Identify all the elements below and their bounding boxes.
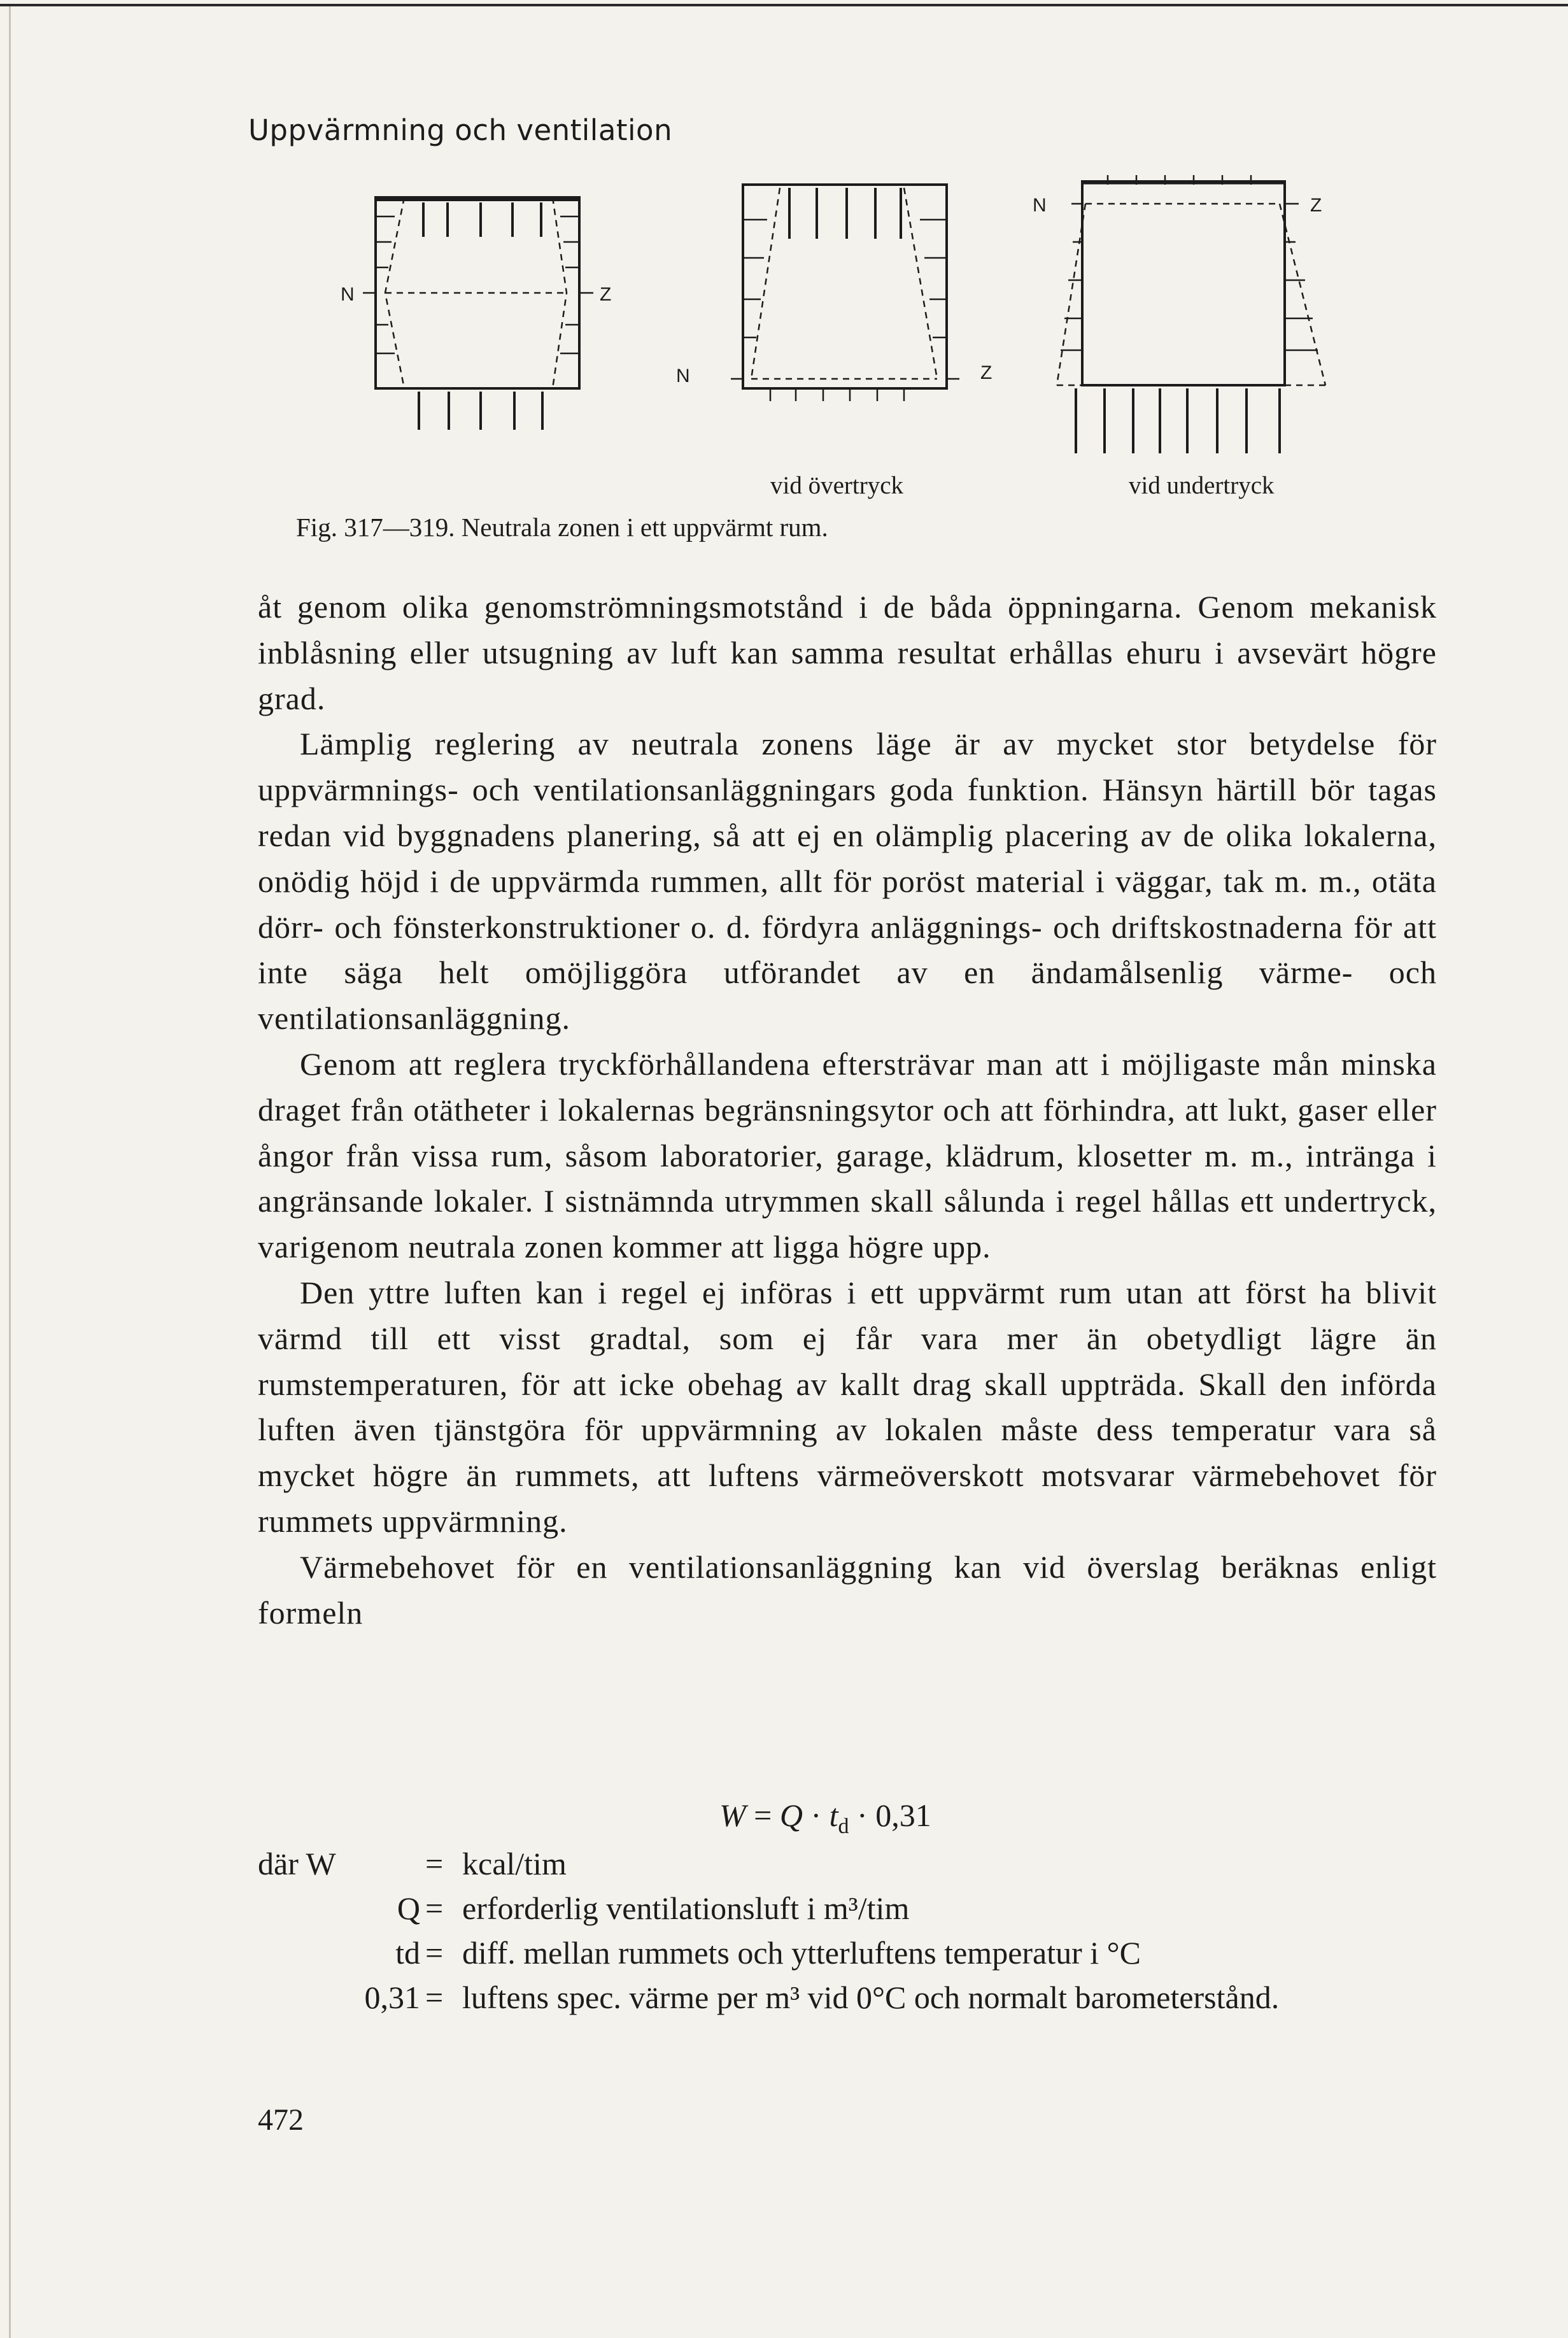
fig318-label-z: Z bbox=[980, 362, 992, 383]
definition-equals: = bbox=[425, 1890, 444, 1926]
formula-t: t bbox=[829, 1797, 838, 1833]
definition-row bbox=[258, 1841, 1398, 1886]
definition-desc: erforderlig ventilationsluft i m³/tim bbox=[462, 1890, 910, 1926]
page-number: 472 bbox=[258, 2103, 304, 2137]
sublabel-overpressure: vid övertryck bbox=[770, 472, 904, 499]
definition-equals: = bbox=[425, 1980, 444, 2015]
fig317-label-z: Z bbox=[600, 284, 612, 305]
definition-row bbox=[258, 1886, 1398, 1931]
definition-desc: diff. mellan rummets och ytterluftens temperatur i °C bbox=[462, 1935, 1141, 1971]
figure-318-diagram bbox=[676, 185, 992, 401]
formula-equals: = bbox=[754, 1797, 772, 1833]
fig318-label-n: N bbox=[676, 365, 690, 386]
running-header: Uppvärmning och ventilation bbox=[248, 113, 673, 147]
definition-row bbox=[258, 1975, 1398, 2020]
formula-lhs: W bbox=[719, 1797, 746, 1833]
definition-equals: = bbox=[425, 1846, 444, 1881]
definition-desc: kcal/tim bbox=[462, 1846, 567, 1881]
figure-317-diagram bbox=[341, 197, 611, 430]
heat-formula bbox=[719, 1797, 931, 1839]
sublabel-underpressure: vid undertryck bbox=[1129, 472, 1275, 499]
paragraph: Genom att reglera tryckförhållandena eftersträvar man att i möjligaste mån minska draget från otätheter i lokalernas begränsningsytor och att förhindra, att lukt, gaser eller ångor från vissa rum, såsom laboratorier, garage, klädrum, klosetter m. m., intränga i angränsande lokaler. I sistnämnda utrymmen skall sålunda i regel hållas ett undertryck, varigenom neutrala zonen kommer att ligga högre upp. bbox=[258, 1045, 1437, 1265]
fig319-label-z: Z bbox=[1310, 195, 1322, 216]
definition-term: td bbox=[395, 1935, 420, 1971]
formula-q: Q bbox=[779, 1797, 803, 1833]
definition-term: där W bbox=[258, 1846, 336, 1881]
definition-term: 0,31 bbox=[364, 1980, 420, 2015]
paragraph: Värmebehovet för en ventilationsanläggning kan vid överslag beräknas enligt formeln bbox=[258, 1548, 1437, 1631]
formula-dot: · bbox=[810, 1797, 822, 1833]
definition-term: Q bbox=[397, 1890, 420, 1926]
formula-constant: 0,31 bbox=[875, 1797, 931, 1833]
definition-equals: = bbox=[425, 1935, 444, 1971]
formula-dot: · bbox=[857, 1797, 868, 1833]
figure-319-diagram bbox=[1033, 175, 1325, 453]
definitions-list bbox=[258, 1841, 1398, 2020]
paragraph: åt genom olika genomströmningsmotstånd i de båda öppningarna. Genom mekanisk inblåsning eller utsugning av luft kan samma resultat erhållas ehuru i avsevärt högre grad. bbox=[258, 589, 1437, 716]
paragraph: Den yttre luften kan i regel ej införas i ett uppvärmt rum utan att först ha blivit värmd till ett visst gradtal, som ej får vara mer än obetydligt lägre än rumstemperaturen, för att icke obehag av kallt drag skall uppträda. Skall den införda luften även tjänstgöra för uppvärmning av lokalen måste dess temperatur vara så mycket högre än rummets, att luftens värmeöverskott motsvarar värmebehovet för rummets uppvärmning. bbox=[258, 1274, 1437, 1539]
figure-caption: Fig. 317—319. Neutrala zonen i ett uppvärmt rum. bbox=[296, 513, 828, 542]
fig317-label-n: N bbox=[341, 284, 355, 305]
fig319-label-n: N bbox=[1033, 195, 1047, 216]
body-text bbox=[258, 584, 1437, 1636]
neutral-zone-diagrams bbox=[0, 0, 1568, 484]
definition-row bbox=[258, 1931, 1398, 1975]
formula-t-subscript: d bbox=[838, 1815, 849, 1838]
paragraph: Lämplig reglering av neutrala zonens läge är av mycket stor betydelse för uppvärmnings- och ventilationsanläggningars goda funktion. Hänsyn härtill bör tagas redan vid byggnadens planering, så att ej en olämplig placering av de olika lokalerna, onödig höjd i de uppvärmda rummen, allt för poröst material i väggar, tak m. m., otäta dörr- och fönsterkonstruktioner o. d. fördyra anläggnings- och driftskostnaderna för att inte säga helt omöjliggöra utförandet av en ändamålsenlig värme- och ventilationsanläggning. bbox=[258, 726, 1437, 1037]
definition-desc: luftens spec. värme per m³ vid 0°C och normalt barometerstånd. bbox=[462, 1980, 1280, 2015]
